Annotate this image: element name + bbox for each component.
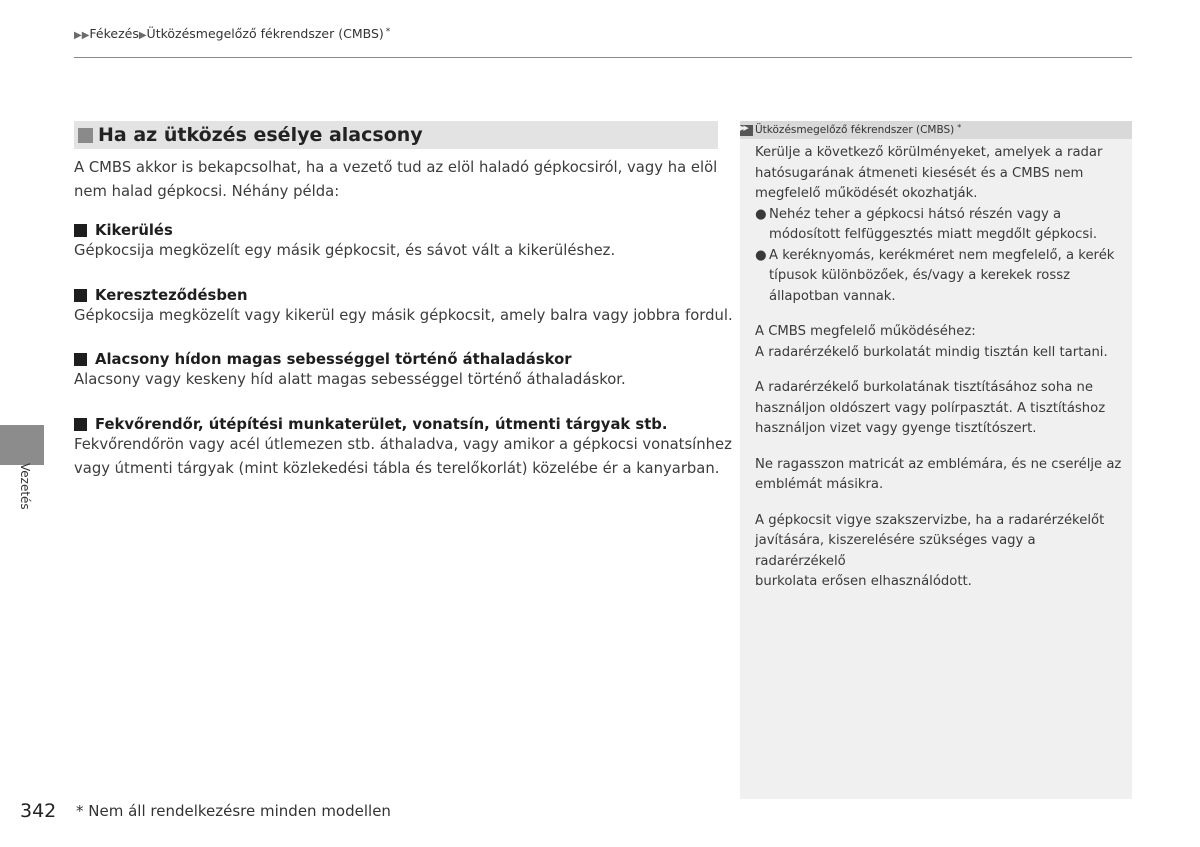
note-paragraph: Ne ragasszon matricát az emblémára, és ne cserélje az emblémát másikra. [755,456,1122,492]
footnote: * Nem áll rendelkezésre minden modellen [76,802,391,820]
note-paragraph: A gépkocsit vigye szakszervizbe, ha a radarérzékelőt javítására, kiszerelésére szükséges vagy a radarérzékelő burkolata erősen elhasználódott. [755,512,1105,589]
note-bullet-item: ● Nehéz teher a gépkocsi hátsó részén vagy a módosított felfüggesztés miatt megdőlt gépkocsi. [755,205,1127,246]
note-intro: Kerülje a következő körülményeket, amelyek a radar hatósugarának átmeneti kiesését és a CMBS nem megfelelő működését okozhatják. [755,145,1103,201]
page-number: 342 [20,800,57,822]
square-bullet-icon [74,418,87,431]
example-text: Gépkocsija megközelít egy másik gépkocsit, és sávot vált a kikerüléshez. [74,242,616,259]
chapter-tab-label: Vezetés [18,463,32,510]
example-speed-bump [74,416,732,481]
breadcrumb-arrow-icon: ▶ [138,30,147,41]
square-bullet-icon [74,224,87,237]
note-paragraph: A CMBS megfelelő működéséhez: A radarérzékelő burkolatát mindig tisztán kell tartani. [755,324,1108,360]
example-low-bridge [74,351,626,392]
example-heading: Alacsony hídon magas sebességgel történő áthaladáskor [74,351,626,368]
note-paragraph: A radarérzékelő burkolatának tisztításához soha ne használjon oldószert vagy polírpasztát. A tisztításhoz használjon vizet vagy gyenge tisztítószert. [755,380,1106,436]
note-asterisk: * [957,122,962,132]
breadcrumb-item-cmbs[interactable]: Ütközésmegelőző fékrendszer (CMBS) [146,26,384,41]
example-text-line: Fekvőrendőrön vagy acél útlemezen stb. áthaladva, vagy amikor a gépkocsi vonatsínhez [74,436,732,453]
section-square-icon [78,128,93,143]
breadcrumb [74,26,390,41]
note-panel-header [740,121,1132,139]
section-heading [74,121,718,149]
section-title: Ha az ütközés esélye alacsony [98,124,423,146]
note-title: Ütközésmegelőző fékrendszer (CMBS) [755,124,955,136]
breadcrumb-asterisk: * [385,27,391,37]
bullet-dot-icon: ● [755,247,767,263]
note-arrow-icon [740,125,753,136]
square-bullet-icon [74,289,87,302]
breadcrumb-item-braking[interactable]: Fékezés [89,26,139,41]
example-heading: Fekvőrendőr, útépítési munkaterület, vonatsín, útmenti tárgyak stb. [74,416,732,433]
example-text-line: vagy útmenti tárgyak (mint közlekedési tábla és terelőkorlát) közelébe ér a kanyarban. [74,460,720,477]
note-bullet-item: ● A keréknyomás, kerékméret nem megfelelő, a kerék típusok különbözőek, és/vagy a kerekek rossz állapotban vannak. [755,246,1127,308]
note-content [755,143,1127,593]
example-evasion [74,222,615,263]
section-intro: A CMBS akkor is bekapcsolhat, ha a vezető tud az elöl haladó gépkocsiról, vagy ha elöl nem halad gépkocsi. Néhány példa: [74,159,718,200]
example-text: Alacsony vagy keskeny híd alatt magas sebességgel történő áthaladáskor. [74,371,626,388]
bullet-dot-icon: ● [755,206,767,222]
chapter-tab-marker [0,425,44,465]
header-divider [74,57,1132,58]
breadcrumb-arrow-icon: ▶▶ [74,30,90,41]
example-heading: Kereszteződésben [74,287,733,304]
example-intersection [74,287,733,328]
square-bullet-icon [74,353,87,366]
example-heading: Kikerülés [74,222,615,239]
example-text: Gépkocsija megközelít vagy kikerül egy másik gépkocsit, amely balra vagy jobbra fordul. [74,307,733,324]
